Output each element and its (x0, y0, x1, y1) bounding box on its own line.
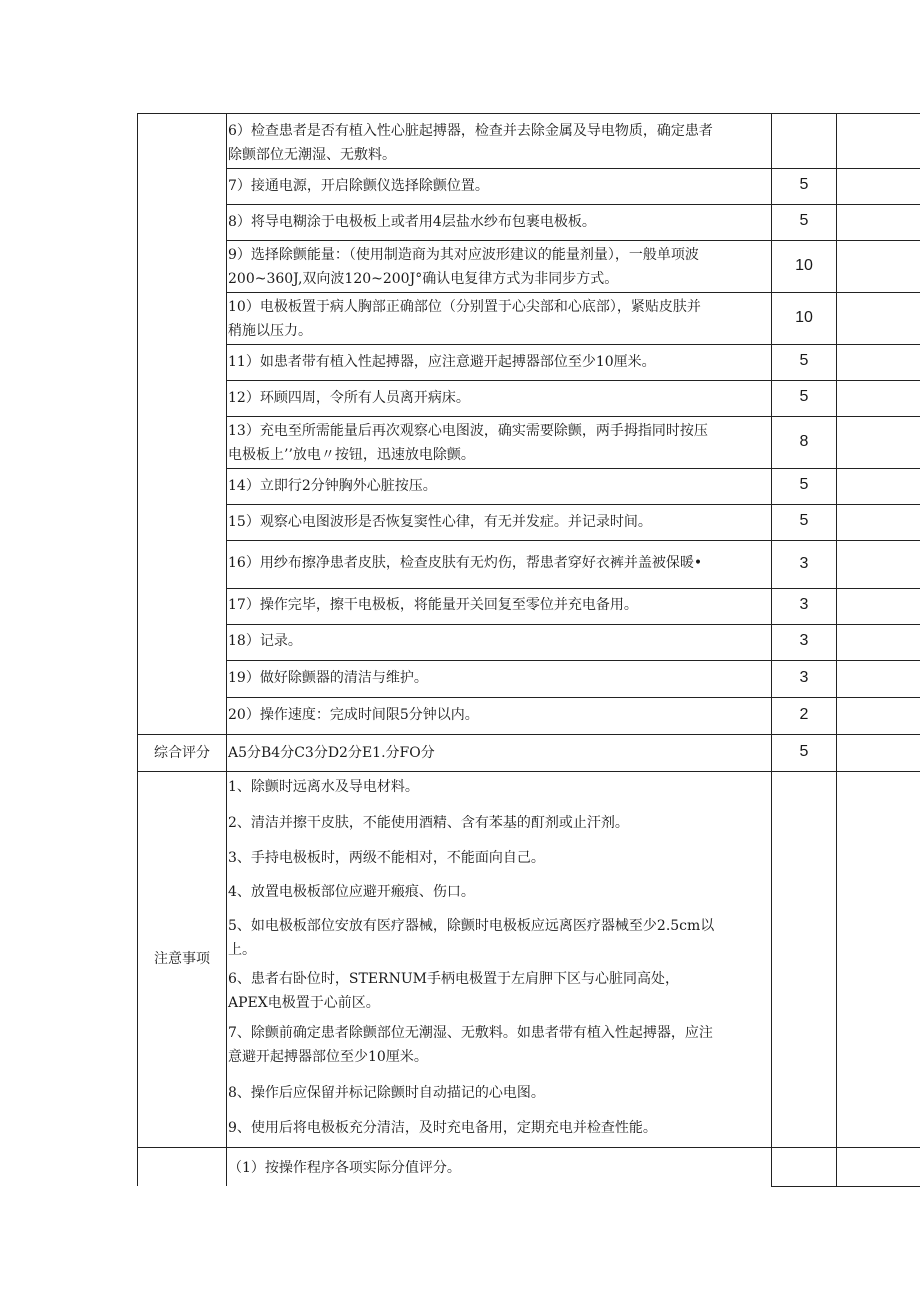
row-text-line: 20）操作速度：完成时间限5分钟以内。 (228, 707, 479, 723)
note-item: 3、手持电极板时，两级不能相对，不能面向自己。 (228, 850, 545, 866)
row-text-line: 17）操作完毕，擦干电极板，将能量开关回复至零位并充电备用。 (228, 597, 638, 613)
note-item: 9、使用后将电极板充分清洁，及时充电备用，定期充电并检查性能。 (228, 1120, 657, 1136)
note-item: 8、操作后应保留并标记除颤时自动描记的心电图。 (228, 1085, 545, 1101)
row-score: 5 (799, 352, 809, 369)
row-text-line: 6）检查患者是否有植入性心脏起搏器，检查并去除金属及导电物质，确定患者 (228, 123, 713, 139)
row-score: 3 (799, 669, 809, 686)
row-text-line: 除颤部位无潮湿、无敷料。 (228, 147, 396, 163)
overall-text: A5分B4分C3分D2分E1.分FO分 (228, 745, 435, 761)
note-item-cont: APEX电极置于心前区。 (228, 995, 380, 1011)
note-item-cont: 上。 (228, 942, 256, 958)
note-item: 1、除颤时远离水及导电材料。 (228, 779, 419, 795)
row-score: 5 (799, 176, 809, 193)
overall-label: 综合评分 (154, 745, 210, 761)
row-text-line: 15）观察心电图波形是否恢复窦性心律，有无并发症。并记录时间。 (228, 514, 652, 530)
note-item: 2、清洁并擦干皮肤，不能使用酒精、含有苯基的酊剂或止汗剂。 (228, 815, 629, 831)
note-item: 7、除颤前确定患者除颤部位无潮湿、无敷料。如患者带有植入性起搏器，应注 (228, 1025, 713, 1041)
row-text-line: 11）如患者带有植入性起搏器，应注意避开起搏器部位至少10厘米。 (228, 354, 656, 370)
row-text-line: 16）用纱布擦净患者皮肤，检查皮肤有无灼伤，帮患者穿好衣裤并盖被保暖• (228, 555, 703, 571)
overall-score: 5 (799, 743, 809, 760)
row-score: 10 (795, 257, 813, 274)
note-item-cont: 意避开起搏器部位至少10厘米。 (228, 1049, 428, 1065)
note-item: 5、如电极板部位安放有医疗器械，除颤时电极板应远离医疗器械至少2.5cm以 (228, 918, 715, 934)
row-score: 3 (799, 632, 809, 649)
note-item: 6、患者右卧位时，STERNUM手柄电极置于左肩胛下区与心脏同高处， (228, 971, 679, 987)
row-text-line: 8）将导电糊涂于电极板上或者用4层盐水纱布包裹电极板。 (228, 214, 596, 230)
row-text-line: 9）选择除颤能量：（使用制造商为其对应波形建议的能量剂量），一般单项波 (228, 247, 699, 263)
row-score: 5 (799, 512, 809, 529)
row-text-line: 19）做好除颤器的清洁与维护。 (228, 670, 428, 686)
row-score: 3 (799, 555, 809, 572)
row-text-line: 200~360J,双向波120~200J°确认电复律方式为非同步方式。 (228, 271, 619, 287)
row-score: 5 (799, 212, 809, 229)
row-score: 5 (799, 388, 809, 405)
row-text-line: 10）电极板置于病人胸部正确部位（分别置于心尖部和心底部），紧贴皮肤并 (228, 299, 701, 315)
row-score: 8 (799, 433, 809, 450)
row-text-line: 电极板上’’放电〃按钮，迅速放电除颤。 (228, 447, 475, 463)
note-item: 4、放置电极板部位应避开瘢痕、伤口。 (228, 884, 475, 900)
row-text-line: 18）记录。 (228, 633, 302, 649)
row-score: 10 (795, 309, 813, 326)
scoring-rule-text: （1）按操作程序各项实际分值评分。 (228, 1160, 461, 1176)
row-score: 2 (799, 706, 809, 723)
notes-label: 注意事项 (154, 951, 210, 967)
row-text-line: 12）环顾四周，令所有人员离开病床。 (228, 390, 470, 406)
row-text-line: 稍施以压力。 (228, 323, 312, 339)
row-text-line: 13）充电至所需能量后再次观察心电图波，确实需要除颤，两手拇指同时按压 (228, 423, 708, 439)
row-score: 5 (799, 476, 809, 493)
row-text-line: 7）接通电源，开启除颤仪选择除颤位置。 (228, 178, 489, 194)
row-text-line: 14）立即行2分钟胸外心脏按压。 (228, 478, 437, 494)
row-score: 3 (799, 596, 809, 613)
